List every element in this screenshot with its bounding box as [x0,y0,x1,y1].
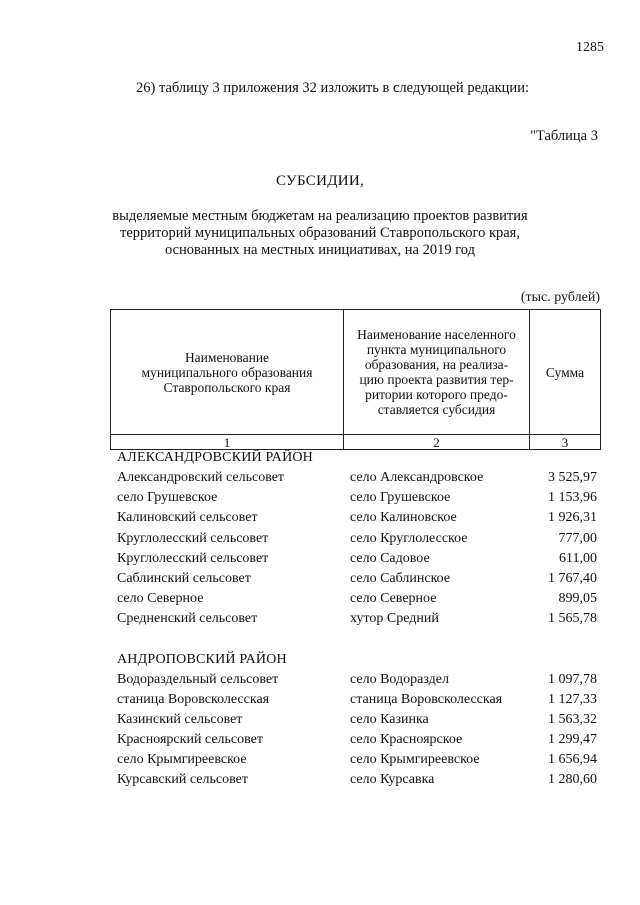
header-line: Наименование населенного [357,327,516,342]
amount-cell: 1 926,31 [548,510,597,526]
header-line: ритории которого предо- [365,387,508,402]
subtitle-line: территорий муниципальных образований Ставропольского края, [120,225,520,241]
municipality-cell: Круглолесский сельсовет [117,550,269,566]
header-line: пункта муниципального [366,342,507,357]
settlement-cell: село Курсавка [350,772,435,788]
amount-cell: 611,00 [559,550,597,566]
table-row [117,609,600,629]
municipality-cell: село Крымгиреевское [117,752,247,768]
settlement-cell: село Северное [350,591,437,607]
settlement-cell: село Калиновское [350,510,457,526]
municipality-cell: Красноярский сельсовет [117,732,263,748]
header-line: Ставропольского края [163,379,291,395]
municipality-cell: Александровский сельсовет [117,470,285,485]
table-row [117,488,600,508]
amount-cell: 1 565,78 [548,611,597,627]
municipality-cell: Курсавский сельсовет [117,772,248,788]
settlement-cell: станица Воровсколесская [350,691,503,707]
header-municipality [111,310,344,435]
amount-cell: 1 280,60 [548,772,597,788]
table-row [117,690,600,710]
municipality-cell: Казинский сельсовет [117,711,243,727]
table-row [117,750,600,770]
table-row [117,569,600,589]
settlement-cell: село Водораздел [350,671,449,687]
table-row [117,730,600,750]
header-line: цию проекта развития тер- [359,372,514,387]
table-row [117,670,600,690]
subtitle-line: основанных на местных инициативах, на 2019 год [164,242,475,258]
header-line: Сумма [545,364,585,380]
municipality-cell: Средненский сельсовет [117,611,258,627]
column-number: 2 [344,435,530,450]
amount-cell: 1 563,32 [548,711,597,727]
table-row [117,529,600,549]
table-row [117,589,600,609]
subsidies-table-header [110,309,601,450]
municipality-cell: станица Воровсколесская [117,691,270,707]
column-number: 1 [111,435,344,450]
settlement-cell: село Крымгиреевское [350,752,480,768]
table-row [117,468,600,488]
table-row [117,549,600,569]
municipality-cell: село Северное [117,591,204,607]
amount-cell: 1 299,47 [548,732,597,748]
municipality-cell: Саблинский сельсовет [117,570,251,586]
intro-text: 26) таблицу 3 приложения 32 изложить в следующей редакции: [136,80,529,96]
amount-cell: 1 656,94 [548,752,597,768]
column-number: 3 [530,435,601,450]
amount-cell: 899,05 [558,591,597,607]
amount-cell: 1 767,40 [548,570,597,586]
municipality-cell: село Грушевское [117,490,218,506]
municipality-cell: Водораздельный сельсовет [117,671,279,687]
header-settlement [344,310,530,435]
document-title: СУБСИДИИ, [275,173,365,189]
subtitle-line: выделяемые местным бюджетам на реализацию проектов развития [112,208,528,224]
settlement-cell: село Саблинское [350,570,451,586]
amount-cell: 3 525,97 [548,470,597,485]
settlement-cell: село Красноярское [350,732,463,748]
units-label: (тыс. рублей) [520,290,600,305]
settlement-cell: село Грушевское [350,490,451,506]
district-heading: АЛЕКСАНДРОВСКИЙ РАЙОН [117,450,313,465]
settlement-cell: село Казинка [350,711,429,727]
amount-cell: 777,00 [558,530,597,546]
settlement-cell: село Садовое [350,550,430,566]
amount-cell: 1 097,78 [548,671,597,687]
subsidies-table-body [117,448,600,791]
settlement-cell: село Круглолесское [350,530,468,546]
header-line: муниципального образования [141,364,313,380]
page-number: 1285 [576,40,604,55]
section-spacer [117,630,600,650]
settlement-cell: село Александровское [350,470,484,485]
settlement-cell: хутор Средний [350,611,439,627]
header-line: Наименование [184,349,270,365]
municipality-cell: Калиновский сельсовет [117,510,258,526]
municipality-cell: Круглолесский сельсовет [117,530,269,546]
amount-cell: 1 127,33 [548,691,597,707]
table-row [117,770,600,790]
document-subtitle [0,208,640,259]
district-heading: АНДРОПОВСКИЙ РАЙОН [117,651,287,667]
header-line: образования, на реализа- [364,357,509,372]
amount-cell: 1 153,96 [548,490,597,506]
table-reference: "Таблица 3 [530,128,598,144]
header-amount [530,310,601,435]
table-row [117,508,600,528]
header-line: ставляется субсидия [377,402,496,417]
table-row [117,710,600,730]
